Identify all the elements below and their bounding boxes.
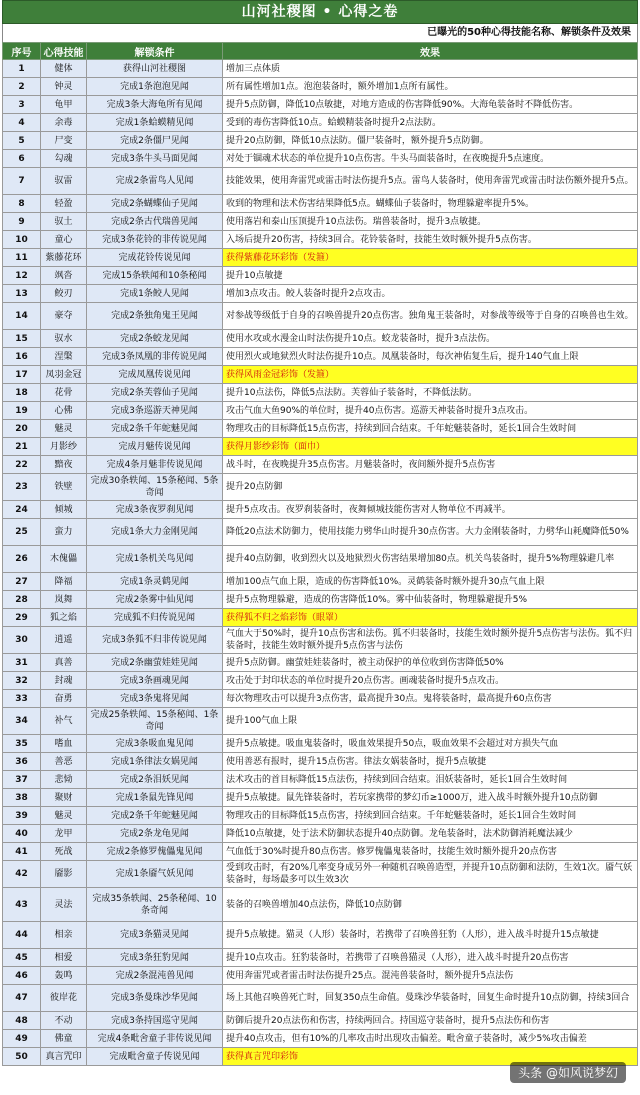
unlock-condition: 完成2条千年蛇魅见闻	[87, 807, 223, 825]
skill-effect: 受到的毒伤害降低10点。蛤蟆精装备时提升2点法防。	[223, 114, 638, 132]
skill-effect: 提升5点敏捷。猫灵（人形）装备时，若携带了召唤兽狂豹（人形），进入战斗时提升15点敏捷	[223, 922, 638, 949]
skill-name: 魅灵	[41, 420, 87, 438]
table-row	[3, 771, 638, 789]
table-row	[3, 267, 638, 285]
row-number: 1	[3, 60, 41, 78]
skill-effect: 降低10点敏捷，处于法术防御状态提升40点防御。龙龟装备时，法术防御消耗魔法减少	[223, 825, 638, 843]
unlock-condition: 完成3条画魂见闻	[87, 672, 223, 690]
table-row	[3, 735, 638, 753]
skill-effect: 提升10点法伤，降低5点法防。芙蓉仙子装备时，不降低法防。	[223, 384, 638, 402]
table-row	[3, 195, 638, 213]
unlock-condition: 完成2条蛟龙见闻	[87, 330, 223, 348]
skill-name: 封魂	[41, 672, 87, 690]
skill-effect: 提升5点攻击。夜罗刹装备时，夜舞倾城技能伤害对人物单位不再减半。	[223, 501, 638, 519]
skill-effect: 获得真言咒印彩饰	[223, 1048, 638, 1066]
table-row	[3, 438, 638, 456]
unlock-condition: 完成3条牛头马面见闻	[87, 150, 223, 168]
table-row	[3, 78, 638, 96]
row-number: 28	[3, 591, 41, 609]
skill-effect: 获得风雨金冠彩饰（发箍）	[223, 366, 638, 384]
skill-name: 倾城	[41, 501, 87, 519]
table-row	[3, 402, 638, 420]
table-header-row	[3, 43, 638, 60]
skill-name: 涅槃	[41, 348, 87, 366]
row-number: 20	[3, 420, 41, 438]
skill-name: 彼岸花	[41, 985, 87, 1012]
skill-effect: 降低20点法术防御力，使用技能力劈华山时提升30点伤害。大力金刚装备时，力劈华山耗魔降低50%	[223, 519, 638, 546]
skill-name: 魅灵	[41, 807, 87, 825]
table-row	[3, 967, 638, 985]
skill-effect: 对处于锢魂术状态的单位提升10点伤害。牛头马面装备时，在夜晚提升5点速度。	[223, 150, 638, 168]
skill-name: 蛮力	[41, 519, 87, 546]
row-number: 48	[3, 1012, 41, 1030]
row-number: 32	[3, 672, 41, 690]
skill-effect: 受到攻击时，有20%几率变身成另外一种随机召唤兽造型，并提升10点防御和法防，生效1次。靥气妖装备时，每场最多可以生效3次	[223, 861, 638, 888]
table-row	[3, 213, 638, 231]
skill-effect: 增加三点体质	[223, 60, 638, 78]
row-number: 8	[3, 195, 41, 213]
table-row	[3, 519, 638, 546]
unlock-condition: 完成2条混沌兽见闻	[87, 967, 223, 985]
skill-name: 奋勇	[41, 690, 87, 708]
table-row	[3, 672, 638, 690]
skill-name: 龟甲	[41, 96, 87, 114]
watermark: 头条 @如风说梦幻	[510, 1062, 626, 1083]
table-row	[3, 420, 638, 438]
row-number: 45	[3, 949, 41, 967]
skill-effect: 使用落岩和泰山压顶提升10点法伤。瑞兽装备时，提升3点敏捷。	[223, 213, 638, 231]
page-subtitle: 已曝光的50种心得技能名称、解锁条件及效果	[2, 24, 638, 42]
table-row	[3, 96, 638, 114]
unlock-condition: 完成1条靥气妖见闻	[87, 861, 223, 888]
unlock-condition: 完成2条雷鸟人见闻	[87, 168, 223, 195]
skill-name: 紫藤花环	[41, 249, 87, 267]
unlock-condition: 完成3条猫灵见闻	[87, 922, 223, 949]
skill-name: 驭雷	[41, 168, 87, 195]
skill-name: 逍遥	[41, 627, 87, 654]
skill-effect: 提升20点防御	[223, 474, 638, 501]
skill-effect: 增加3点攻击。鲛人装备时提升2点攻击。	[223, 285, 638, 303]
unlock-condition: 完成3条曼珠沙华见闻	[87, 985, 223, 1012]
row-number: 13	[3, 285, 41, 303]
skill-effect: 攻击处于封印状态的单位时提升20点伤害。画魂装备时提升5点攻击。	[223, 672, 638, 690]
skill-effect: 使用奔雷咒或者雷击时法伤提升25点。混沌兽装备时，额外提升5点法伤	[223, 967, 638, 985]
row-number: 24	[3, 501, 41, 519]
row-number: 4	[3, 114, 41, 132]
row-number: 36	[3, 753, 41, 771]
unlock-condition: 完成1条灵鹤见闻	[87, 573, 223, 591]
skill-name: 健体	[41, 60, 87, 78]
skill-effect: 使用水攻或水漫金山时法伤提升10点。蛟龙装备时，提升3点法伤。	[223, 330, 638, 348]
table-row	[3, 285, 638, 303]
skill-name: 不动	[41, 1012, 87, 1030]
skill-effect: 使用善恶有报时，提升15点伤害。律法女娲装备时，提升5点敏捷	[223, 753, 638, 771]
unlock-condition: 完成15条轶闻和10条秘闻	[87, 267, 223, 285]
row-number: 37	[3, 771, 41, 789]
unlock-condition: 完成花铃传说见闻	[87, 249, 223, 267]
unlock-condition: 完成2条芙蓉仙子见闻	[87, 384, 223, 402]
row-number: 25	[3, 519, 41, 546]
skill-name: 铁壁	[41, 474, 87, 501]
row-number: 12	[3, 267, 41, 285]
unlock-condition: 完成1条大力金刚见闻	[87, 519, 223, 546]
unlock-condition: 获得山河社稷图	[87, 60, 223, 78]
table-row	[3, 843, 638, 861]
table-row	[3, 330, 638, 348]
skill-name: 嗜血	[41, 735, 87, 753]
unlock-condition: 完成凤凰传说见闻	[87, 366, 223, 384]
skill-effect: 法术攻击的首目标降低15点法伤，持续到回合结束。泪妖装备时，延长1回合生效时间	[223, 771, 638, 789]
skill-name: 善恶	[41, 753, 87, 771]
row-number: 10	[3, 231, 41, 249]
row-number: 29	[3, 609, 41, 627]
table-row	[3, 132, 638, 150]
table-row	[3, 546, 638, 573]
skill-name: 相亲	[41, 922, 87, 949]
row-number: 50	[3, 1048, 41, 1066]
skill-name: 余毒	[41, 114, 87, 132]
row-number: 35	[3, 735, 41, 753]
table-row	[3, 949, 638, 967]
skill-name: 灵法	[41, 888, 87, 922]
skill-effect: 提升5点防御。幽萤娃娃装备时，被主动保护的单位收到伤害降低50%	[223, 654, 638, 672]
table-row	[3, 789, 638, 807]
table-row	[3, 231, 638, 249]
skill-name: 悲恸	[41, 771, 87, 789]
unlock-condition: 完成3条巡游天神见闻	[87, 402, 223, 420]
skill-name: 轰鸣	[41, 967, 87, 985]
table-row	[3, 609, 638, 627]
skill-effect: 物理攻击的目标降低15点伤害，持续到回合结束。千年蛇魅装备时，延长1回合生效时间	[223, 807, 638, 825]
skill-effect: 提升20点防御，降低10点法防。僵尸装备时，额外提升5点防御。	[223, 132, 638, 150]
unlock-condition: 完成3条夜罗刹见闻	[87, 501, 223, 519]
skill-name: 轻盈	[41, 195, 87, 213]
table-body	[3, 60, 638, 1066]
table-row	[3, 456, 638, 474]
skill-name: 月影纱	[41, 438, 87, 456]
skill-name: 补气	[41, 708, 87, 735]
row-number: 23	[3, 474, 41, 501]
table-row	[3, 690, 638, 708]
unlock-condition: 完成2条泪妖见闻	[87, 771, 223, 789]
unlock-condition: 完成3条凤凰的非传说见闻	[87, 348, 223, 366]
unlock-condition: 完成2条幽萤娃娃见闻	[87, 654, 223, 672]
skill-effect: 入场后提升20伤害，持续3回合。花铃装备时，技能生效时额外提升5点伤害。	[223, 231, 638, 249]
row-number: 19	[3, 402, 41, 420]
skill-effect: 对参战等级低于自身的召唤兽提升20点伤害。独角鬼王装备时，对参战等级等于自身的召唤兽也生效。	[223, 303, 638, 330]
row-number: 42	[3, 861, 41, 888]
unlock-condition: 完成2条蝴蝶仙子见闻	[87, 195, 223, 213]
table-row	[3, 303, 638, 330]
table-row	[3, 60, 638, 78]
table-row	[3, 591, 638, 609]
table-row	[3, 474, 638, 501]
row-number: 6	[3, 150, 41, 168]
skill-name: 驭土	[41, 213, 87, 231]
unlock-condition: 完成2条修罗傀儡鬼见闻	[87, 843, 223, 861]
table-row	[3, 825, 638, 843]
unlock-condition: 完成1条律法女娲见闻	[87, 753, 223, 771]
skill-effect: 每次物理攻击可以提升3点伤害，最高提升30点。鬼将装备时，最高提升60点伤害	[223, 690, 638, 708]
unlock-condition: 完成2条龙龟见闻	[87, 825, 223, 843]
row-number: 39	[3, 807, 41, 825]
skill-name: 驭水	[41, 330, 87, 348]
unlock-condition: 完成3条大海龟所有见闻	[87, 96, 223, 114]
row-number: 40	[3, 825, 41, 843]
row-number: 49	[3, 1030, 41, 1048]
skill-effect: 所有属性增加1点。泡泡装备时，额外增加1点所有属性。	[223, 78, 638, 96]
unlock-condition: 完成2条独角鬼王见闻	[87, 303, 223, 330]
row-number: 34	[3, 708, 41, 735]
unlock-condition: 完成3条持国巡守见闻	[87, 1012, 223, 1030]
header-eff: 效果	[223, 43, 638, 60]
unlock-condition: 完成35条轶闻、25条秘闻、10条奇闻	[87, 888, 223, 922]
skill-effect: 气血大于50%时，提升10点伤害和法伤。狐不归装备时，技能生效时额外提升5点伤害与法伤。狐不归装备时，技能生效时额外提升5点伤害与法伤	[223, 627, 638, 654]
header-cond: 解锁条件	[87, 43, 223, 60]
table-row	[3, 501, 638, 519]
table-row	[3, 753, 638, 771]
skill-name: 黯夜	[41, 456, 87, 474]
row-number: 26	[3, 546, 41, 573]
unlock-condition: 完成4条毗舍童子非传说见闻	[87, 1030, 223, 1048]
skill-name: 佛童	[41, 1030, 87, 1048]
skill-effect: 提升5点敏捷。鼠先锋装备时，若玩家携带的梦幻币≥1000万，进入战斗时额外提升10点防御	[223, 789, 638, 807]
skill-name: 童心	[41, 231, 87, 249]
skill-effect: 技能效果，使用奔雷咒或雷击时法伤提升5点。雷鸟人装备时，使用奔雷咒或雷击时法伤额外提升5点。	[223, 168, 638, 195]
table-row	[3, 1030, 638, 1048]
table-row	[3, 573, 638, 591]
skill-effect: 提升5点防御，降低10点敏捷，对地方造成的伤害降低90%。大海龟装备时不降低伤害。	[223, 96, 638, 114]
skill-effect: 提升5点敏捷。吸血鬼装备时，吸血效果提升50点，吸血效果不会超过对方损失气血	[223, 735, 638, 753]
skill-effect: 使用烈火或地狱烈火时法伤提升10点。凤凰装备时，每次神佑复生后，提升140气血上限	[223, 348, 638, 366]
skill-effect: 获得月影纱彩饰（面巾）	[223, 438, 638, 456]
skill-name: 花骨	[41, 384, 87, 402]
unlock-condition: 完成2条雾中仙见闻	[87, 591, 223, 609]
unlock-condition: 完成3条吸血鬼见闻	[87, 735, 223, 753]
row-number: 33	[3, 690, 41, 708]
table-row	[3, 861, 638, 888]
row-number: 9	[3, 213, 41, 231]
unlock-condition: 完成3条花铃的非传说见闻	[87, 231, 223, 249]
table-row	[3, 985, 638, 1012]
unlock-condition: 完成2条古代瑞兽见闻	[87, 213, 223, 231]
skill-name: 凤羽金冠	[41, 366, 87, 384]
skill-effect: 攻击气血大鱼90%的单位时，提升40点伤害。巡游天神装备时提升3点攻击。	[223, 402, 638, 420]
skill-effect: 装备的召唤兽增加40点法伤，降低10点防御	[223, 888, 638, 922]
row-number: 31	[3, 654, 41, 672]
row-number: 21	[3, 438, 41, 456]
row-number: 46	[3, 967, 41, 985]
header-skill: 心得技能	[41, 43, 87, 60]
unlock-condition: 完成30条轶闻、15条秘闻、5条奇闻	[87, 474, 223, 501]
table-row	[3, 654, 638, 672]
skill-name: 聚财	[41, 789, 87, 807]
skill-effect: 提升40点攻击，但有10%的几率攻击时出现攻击偏差。毗舍童子装备时，减少5%攻击偏差	[223, 1030, 638, 1048]
unlock-condition: 完成1条泡泡见闻	[87, 78, 223, 96]
table-row	[3, 249, 638, 267]
unlock-condition: 完成1条鲛人见闻	[87, 285, 223, 303]
row-number: 7	[3, 168, 41, 195]
skill-effect: 提升10点攻击。狂豹装备时，若携带了召唤兽猫灵（人形），进入战斗时提升20点伤害	[223, 949, 638, 967]
row-number: 47	[3, 985, 41, 1012]
skill-effect: 防御后提升20点法伤和伤害，持续两回合。持国巡守装备时，提升5点法伤和伤害	[223, 1012, 638, 1030]
skill-name: 心佛	[41, 402, 87, 420]
table-row	[3, 627, 638, 654]
skill-name: 飒沓	[41, 267, 87, 285]
skill-effect: 战斗时，在夜晚提升35点伤害。月魅装备时，夜间额外提升5点伤害	[223, 456, 638, 474]
unlock-condition: 完成4条月魅非传说见闻	[87, 456, 223, 474]
row-number: 38	[3, 789, 41, 807]
row-number: 22	[3, 456, 41, 474]
skill-name: 钟灵	[41, 78, 87, 96]
skill-name: 木傀儡	[41, 546, 87, 573]
header-num: 序号	[3, 43, 41, 60]
row-number: 18	[3, 384, 41, 402]
skill-effect: 气血低于30%时提升80点伤害。修罗傀儡鬼装备时，技能生效时额外提升20点伤害	[223, 843, 638, 861]
row-number: 5	[3, 132, 41, 150]
unlock-condition: 完成1条鼠先锋见闻	[87, 789, 223, 807]
table-row	[3, 168, 638, 195]
table-row	[3, 384, 638, 402]
skill-effect: 场上其他召唤兽死亡时，回复350点生命值。曼珠沙华装备时，回复生命时提升10点防御，持续3回合	[223, 985, 638, 1012]
unlock-condition: 完成25条轶闻、15条秘闻、1条奇闻	[87, 708, 223, 735]
unlock-condition: 完成3条狐不归非传说见闻	[87, 627, 223, 654]
row-number: 14	[3, 303, 41, 330]
row-number: 2	[3, 78, 41, 96]
unlock-condition: 完成月魅传说见闻	[87, 438, 223, 456]
row-number: 15	[3, 330, 41, 348]
row-number: 43	[3, 888, 41, 922]
table-row	[3, 708, 638, 735]
row-number: 44	[3, 922, 41, 949]
page-title: 山河社稷图 • 心得之卷	[2, 0, 638, 24]
table-row	[3, 366, 638, 384]
skill-name: 真言咒印	[41, 1048, 87, 1066]
unlock-condition: 完成毗舍童子传说见闻	[87, 1048, 223, 1066]
skill-effect: 获得紫藤花环彩饰（发箍）	[223, 249, 638, 267]
table-row	[3, 888, 638, 922]
skill-effect: 增加100点气血上限，造成的伤害降低10%。灵鹤装备时额外提升30点气血上限	[223, 573, 638, 591]
row-number: 11	[3, 249, 41, 267]
skill-name: 勾魂	[41, 150, 87, 168]
skill-effect: 物理攻击的目标降低15点伤害，持续到回合结束。千年蛇魅装备时，延长1回合生效时间	[223, 420, 638, 438]
skill-name: 岚舞	[41, 591, 87, 609]
skill-name: 鲛刃	[41, 285, 87, 303]
table-row	[3, 1012, 638, 1030]
skill-name: 靥影	[41, 861, 87, 888]
skill-name: 狐之焰	[41, 609, 87, 627]
unlock-condition: 完成3条狂豹见闻	[87, 949, 223, 967]
skill-effect: 提升100气血上限	[223, 708, 638, 735]
skill-effect: 提升40点防御，收到烈火以及地狱烈火伤害结果增加80点。机关鸟装备时，提升5%物理躲避几率	[223, 546, 638, 573]
skill-effect: 提升10点敏捷	[223, 267, 638, 285]
skill-name: 死战	[41, 843, 87, 861]
skill-name: 相爱	[41, 949, 87, 967]
unlock-condition: 完成2条千年蛇魅见闻	[87, 420, 223, 438]
row-number: 27	[3, 573, 41, 591]
row-number: 41	[3, 843, 41, 861]
skill-name: 降福	[41, 573, 87, 591]
skill-name: 豪夺	[41, 303, 87, 330]
unlock-condition: 完成狐不归传说见闻	[87, 609, 223, 627]
skill-effect: 收到的物理和法术伤害结果降低5点。蝴蝶仙子装备时，物理躲避率提升5%。	[223, 195, 638, 213]
unlock-condition: 完成1条机关鸟见闻	[87, 546, 223, 573]
skill-effect: 获得狐不归之焰彩饰（眼罩）	[223, 609, 638, 627]
unlock-condition: 完成1条蛤蟆精见闻	[87, 114, 223, 132]
unlock-condition: 完成3条鬼将见闻	[87, 690, 223, 708]
skills-table	[2, 42, 638, 1066]
table-row	[3, 807, 638, 825]
skill-name: 龙甲	[41, 825, 87, 843]
table-row	[3, 114, 638, 132]
table-row	[3, 348, 638, 366]
skill-effect: 提升5点物理躲避，造成的伤害降低10%。雾中仙装备时，物理躲避提升5%	[223, 591, 638, 609]
skill-name: 尸变	[41, 132, 87, 150]
row-number: 30	[3, 627, 41, 654]
row-number: 17	[3, 366, 41, 384]
row-number: 16	[3, 348, 41, 366]
skill-name: 真善	[41, 654, 87, 672]
table-row	[3, 922, 638, 949]
row-number: 3	[3, 96, 41, 114]
table-row	[3, 150, 638, 168]
unlock-condition: 完成2条僵尸见闻	[87, 132, 223, 150]
